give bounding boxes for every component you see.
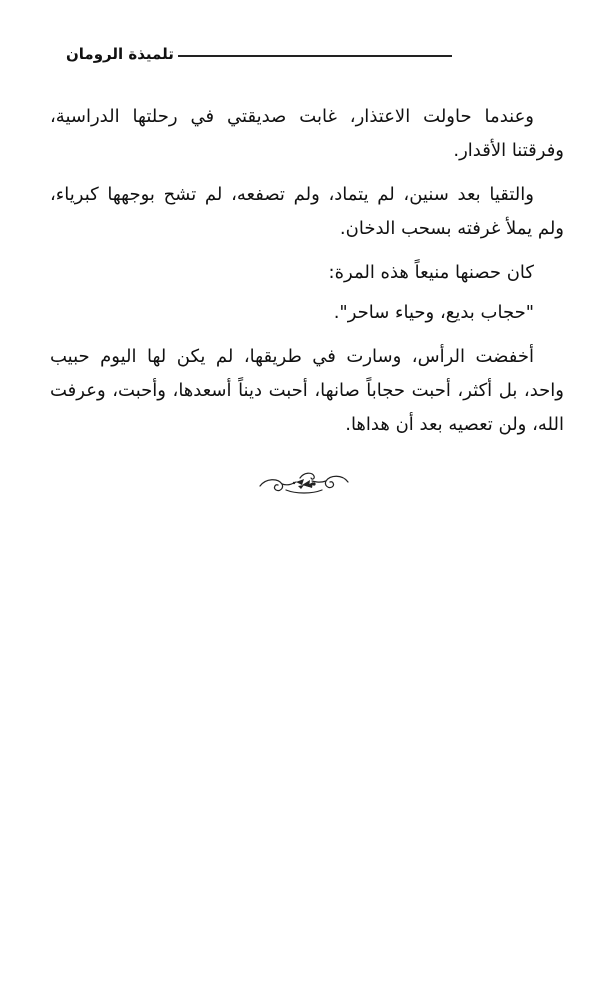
paragraph: أخفضت الرأس، وسارت في طريقها، لم يكن لها اليوم حبيب واحد، بل أكثر، أحبت حجاباً صانها، أحبت ديناً أسعدها، وأحبت، وعرفت الله، ولن تعصيه بعد أن هداها. (50, 346, 564, 435)
header-rule (178, 55, 452, 57)
paragraph: والتقيا بعد سنين، لم يتماد، ولم تصفعه، لم تشح بوجهها كبرياء، ولم يملأ غرفته بسحب الدخان. (50, 184, 564, 239)
floral-ornament-icon (256, 468, 352, 500)
quotation: "حجاب بديع، وحياء ساحر". (333, 302, 534, 323)
paragraph: وعندما حاولت الاعتذار، غابت صديقتي في رحلتها الدراسية، وفرقتنا الأقدار. (50, 106, 564, 161)
paragraph: كان حصنها منيعاً هذه المرة: (328, 262, 534, 283)
header-title: تلميذة الرومان (66, 45, 174, 63)
body-text (50, 100, 564, 452)
running-header (66, 44, 452, 70)
